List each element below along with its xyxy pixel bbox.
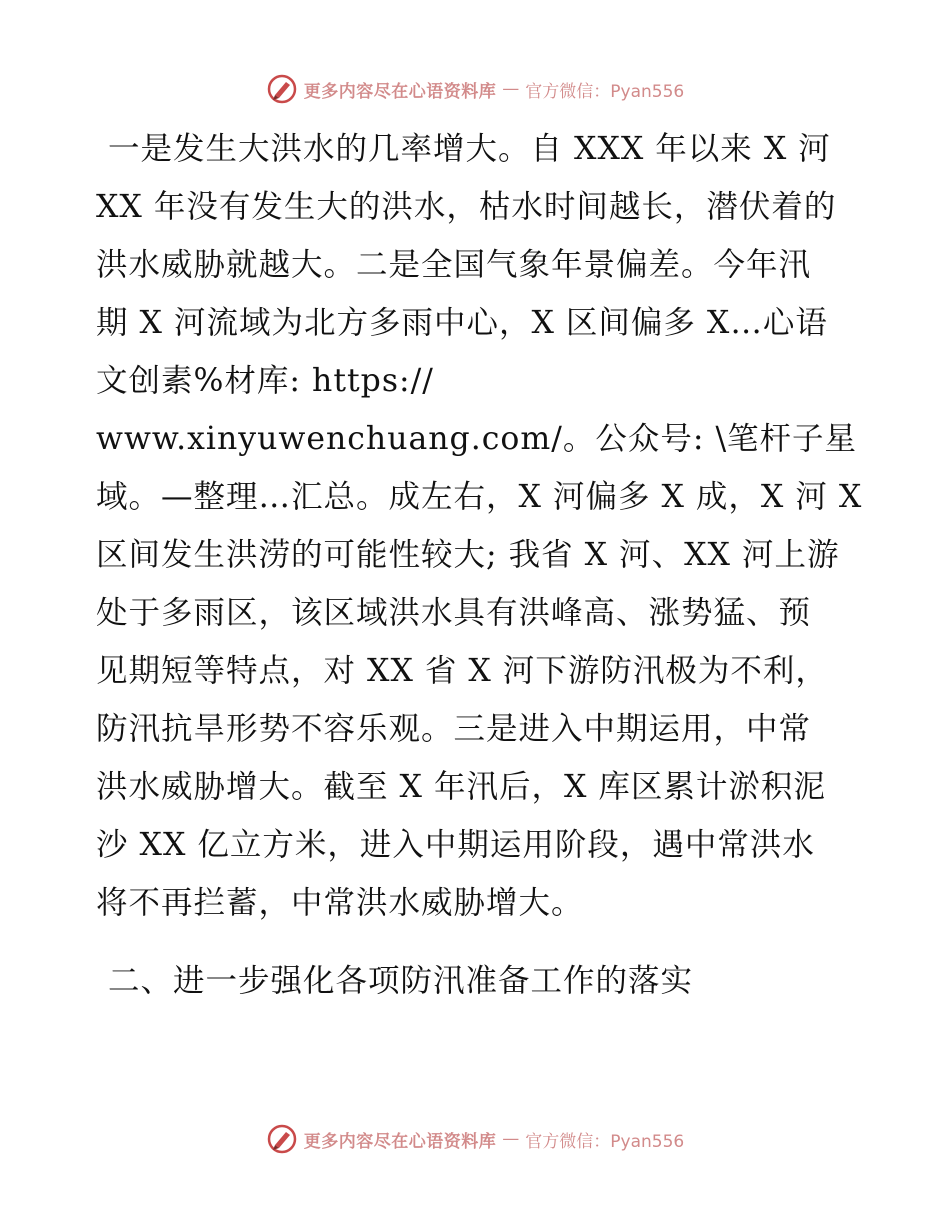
paragraph-line: www.xinyuwenchuang.com/。公众号: \笔杆子星 [96,421,858,457]
paragraph-line: 洪水威胁就越大。二是全国气象年景偏差。今年汛 [96,247,812,283]
header-watermark [0,72,950,106]
section-heading: 二、进一步强化各项防汛准备工作的落实 [108,963,694,999]
paragraph-line: 域。—整理…汇总。成左右，X 河偏多 X 成，X 河 X [96,479,863,515]
watermark-contact: 官方微信：Pyan556 [525,81,685,102]
paragraph-line: 一是发生大洪水的几率增大。自 XXX 年以来 X 河 [108,131,831,167]
brand-logo-icon [266,73,298,105]
watermark-brand: 更多内容尽在心语资料库 [303,1131,497,1152]
paragraph-line: 将不再拦蓄，中常洪水威胁增大。 [96,885,584,921]
footer-watermark [0,1122,950,1156]
watermark-separator: — [502,79,520,99]
watermark-separator: — [502,1129,520,1149]
paragraph-line: 处于多雨区，该区域洪水具有洪峰高、涨势猛、预 [96,595,812,631]
paragraph-line: 洪水威胁增大。截至 X 年汛后，X 库区累计淤积泥 [96,769,826,805]
paragraph-line: 防汛抗旱形势不容乐观。三是进入中期运用，中常 [96,711,812,747]
paragraph-line: 期 X 河流域为北方多雨中心，X 区间偏多 X…心语 [96,305,828,341]
paragraph-line: 见期短等特点，对 XX 省 X 河下游防汛极为不利， [96,653,828,689]
paragraph-line: 沙 XX 亿立方米，进入中期运用阶段，遇中常洪水 [96,827,815,863]
brand-logo-icon [266,1123,298,1155]
paragraph-line: 区间发生洪涝的可能性较大; 我省 X 河、XX 河上游 [96,537,840,573]
paragraph-line: 文创素%材库: https:// [96,363,434,399]
paragraph-line: XX 年没有发生大的洪水，枯水时间越长，潜伏着的 [96,189,837,225]
watermark-contact: 官方微信：Pyan556 [525,1131,685,1152]
watermark-brand: 更多内容尽在心语资料库 [303,81,497,102]
body-paragraph [96,120,863,932]
